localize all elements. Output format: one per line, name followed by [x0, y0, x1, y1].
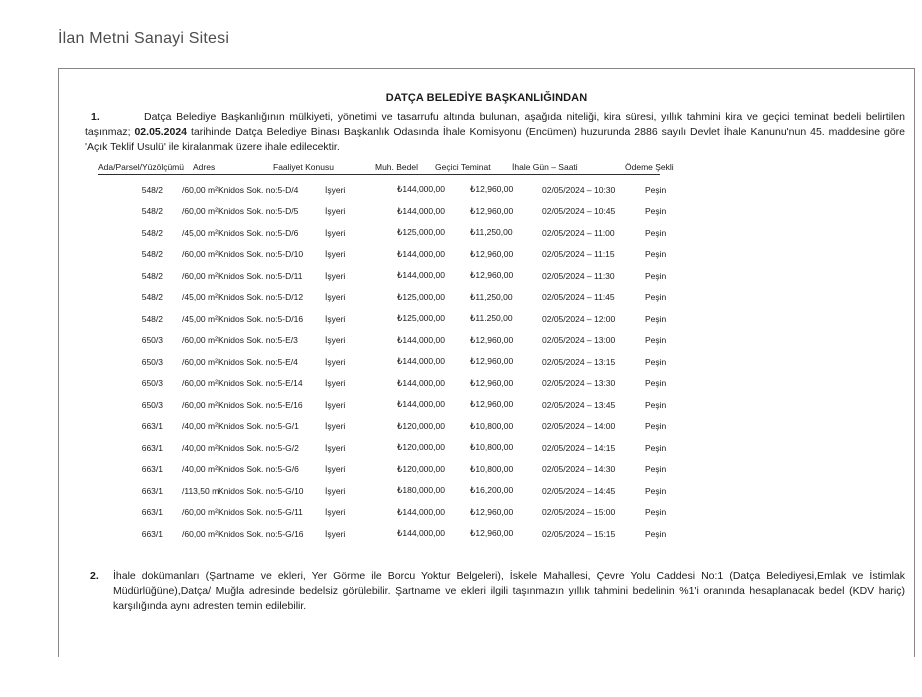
cell-parcel: 548/2 — [141, 184, 163, 195]
header-address: Adres — [193, 162, 216, 172]
table-row — [98, 287, 667, 309]
cell-price: ₺144,000,00 — [397, 528, 445, 539]
cell-payment: Peşin — [645, 399, 667, 410]
paragraph-1-bold-date: 02.05.2024 — [134, 126, 188, 138]
table-row — [98, 480, 667, 502]
cell-area: /45,00 m² — [182, 227, 218, 238]
table-row — [98, 179, 667, 201]
cell-activity: İşyeri — [325, 249, 346, 260]
paragraph-1-text: tarihinde Datça Belediye Binası Başkanlık Odasında İhale Komisyonu (Encümen) huzurunda 2886 sayılı Devlet İhale Kanunu'nun 45. maddesine göre 'Açık Teklif Usulü' ile kiralanmak üzere ihale edilecektir. — [85, 126, 905, 153]
cell-address: Knidos Sok. no:5-G/2 — [218, 442, 299, 453]
cell-area: /45,00 m² — [182, 292, 218, 303]
cell-datetime: 02/05/2024 – 10:30 — [542, 184, 616, 195]
cell-address: Knidos Sok. no:5-G/6 — [218, 464, 299, 475]
cell-datetime: 02/05/2024 – 11:15 — [542, 249, 615, 260]
cell-deposit: ₺11,250,00 — [470, 227, 513, 238]
cell-activity: İşyeri — [325, 184, 346, 195]
cell-parcel: 650/3 — [141, 356, 163, 367]
cell-parcel: 663/1 — [141, 421, 163, 432]
page-title: İlan Metni Sanayi Sitesi — [58, 30, 230, 47]
cell-price: ₺144,000,00 — [397, 184, 445, 195]
cell-datetime: 02/05/2024 – 14:45 — [542, 485, 616, 496]
table-row — [98, 502, 667, 524]
cell-parcel: 663/1 — [141, 464, 163, 475]
cell-datetime: 02/05/2024 – 13:15 — [542, 356, 616, 367]
cell-parcel: 650/3 — [141, 378, 163, 389]
paragraph-2 — [59, 569, 914, 614]
cell-price: ₺144,000,00 — [397, 506, 445, 517]
cell-price: ₺125,000,00 — [397, 291, 445, 302]
header-activity: Faaliyet Konusu — [273, 162, 334, 172]
cell-address: Knidos Sok. no:5-E/16 — [218, 399, 303, 410]
table-row — [98, 308, 667, 330]
cell-activity: İşyeri — [325, 528, 346, 539]
cell-parcel: 548/2 — [141, 292, 163, 303]
cell-activity: İşyeri — [325, 292, 346, 303]
cell-datetime: 02/05/2024 – 11:00 — [542, 227, 615, 238]
cell-datetime: 02/05/2024 – 12:00 — [542, 313, 616, 324]
cell-payment: Peşin — [645, 356, 667, 367]
cell-datetime: 02/05/2024 – 15:15 — [542, 528, 616, 539]
cell-price: ₺120,000,00 — [397, 420, 445, 431]
header-deposit: Geçici Teminat — [435, 162, 491, 172]
cell-datetime: 02/05/2024 – 14:00 — [542, 421, 616, 432]
table-row — [98, 523, 667, 545]
document-frame — [58, 68, 915, 657]
cell-address: Knidos Sok. no:5-G/1 — [218, 421, 299, 432]
cell-price: ₺180,000,00 — [397, 485, 445, 496]
cell-datetime: 02/05/2024 – 13:00 — [542, 335, 616, 346]
cell-deposit: ₺12,960,00 — [470, 205, 514, 216]
table-row — [98, 201, 667, 223]
cell-payment: Peşin — [645, 528, 667, 539]
cell-parcel: 548/2 — [141, 270, 163, 281]
cell-price: ₺144,000,00 — [397, 334, 445, 345]
cell-price: ₺144,000,00 — [397, 270, 445, 281]
cell-area: /60,00 m² — [182, 507, 218, 518]
cell-price: ₺144,000,00 — [397, 377, 445, 388]
cell-deposit: ₺10,800,00 — [470, 442, 514, 453]
table-row — [98, 394, 667, 416]
cell-area: /60,00 m² — [182, 249, 218, 260]
cell-address: Knidos Sok. no:5-G/16 — [218, 528, 304, 539]
cell-address: Knidos Sok. no:5-E/3 — [218, 335, 298, 346]
cell-deposit: ₺10,800,00 — [470, 420, 514, 431]
cell-payment: Peşin — [645, 292, 667, 303]
cell-parcel: 663/1 — [141, 442, 163, 453]
cell-activity: İşyeri — [325, 485, 346, 496]
cell-price: ₺144,000,00 — [397, 248, 445, 259]
paragraph-1-text: Datça Belediye Başkanlığının mülkiyeti, yönetimi ve tasarrufu altında bulunan, aşağıda niteliği, kira süresi, yıllık tahmini kira ve geçici teminat bedeli belirtilen taşınmaz; — [85, 111, 905, 138]
cell-deposit: ₺12,960,00 — [470, 184, 514, 195]
cell-parcel: 548/2 — [141, 227, 163, 238]
cell-activity: İşyeri — [325, 313, 346, 324]
cell-activity: İşyeri — [325, 507, 346, 518]
cell-datetime: 02/05/2024 – 11:45 — [542, 292, 615, 303]
cell-price: ₺144,000,00 — [397, 356, 445, 367]
cell-area: /60,00 m² — [182, 356, 218, 367]
cell-deposit: ₺12,960,00 — [470, 270, 514, 281]
tender-table — [98, 162, 674, 545]
cell-activity: İşyeri — [325, 442, 346, 453]
cell-datetime: 02/05/2024 – 11:30 — [542, 270, 615, 281]
cell-deposit: ₺16,200,00 — [470, 485, 514, 496]
cell-activity: İşyeri — [325, 378, 346, 389]
table-row — [98, 265, 667, 287]
cell-area: /60,00 m² — [182, 206, 218, 217]
cell-payment: Peşin — [645, 249, 667, 260]
cell-activity: İşyeri — [325, 227, 346, 238]
cell-datetime: 02/05/2024 – 15:00 — [542, 507, 616, 518]
cell-area: /60,00 m² — [182, 528, 218, 539]
cell-datetime: 02/05/2024 – 13:45 — [542, 399, 616, 410]
cell-deposit: ₺12,960,00 — [470, 334, 514, 345]
paragraph-2-number: 2. — [90, 569, 99, 582]
cell-deposit: ₺11.250,00 — [470, 313, 513, 324]
table-row — [98, 416, 667, 438]
cell-payment: Peşin — [645, 206, 667, 217]
cell-deposit: ₺10,800,00 — [470, 463, 514, 474]
cell-parcel: 548/2 — [141, 313, 163, 324]
cell-datetime: 02/05/2024 – 13:30 — [542, 378, 616, 389]
cell-payment: Peşin — [645, 442, 667, 453]
cell-payment: Peşin — [645, 335, 667, 346]
cell-area: /113,50 m — [182, 485, 220, 496]
cell-area: /60,00 m² — [182, 335, 218, 346]
cell-parcel: 663/1 — [141, 485, 163, 496]
cell-address: Knidos Sok. no:5-D/16 — [218, 313, 304, 324]
cell-area: /45,00 m² — [182, 313, 218, 324]
header-payment: Ödeme Şekli — [625, 162, 674, 172]
cell-payment: Peşin — [645, 507, 667, 518]
cell-area: /60,00 m² — [182, 399, 218, 410]
paragraph-1-number: 1. — [91, 111, 100, 123]
table-body — [98, 179, 667, 545]
header-datetime: İhale Gün – Saati — [512, 162, 578, 172]
table-row — [98, 373, 667, 395]
paragraph-2-text: İhale dokümanları (Şartname ve ekleri, Yer Görme ile Borcu Yoktur Belgeleri), İskele Mahallesi, Çevre Yolu Caddesi No:1 (Datça Belediyesi,Emlak ve İstimlak Müdürlüğüne),Datça/ Muğla adresinde bedelsiz görülebilir. Şartname ve ekleri ilgili taşınmazın yıllık tahmini bedelinin %1'i oranında hesaplanacak bedel (KDV hariç) karşılığında aynı adresten temin edilebilir. — [113, 569, 905, 612]
cell-datetime: 02/05/2024 – 14:30 — [542, 464, 616, 475]
cell-address: Knidos Sok. no:5-D/5 — [218, 206, 299, 217]
table-row — [98, 244, 667, 266]
cell-activity: İşyeri — [325, 356, 346, 367]
cell-activity: İşyeri — [325, 464, 346, 475]
table-row — [98, 459, 667, 481]
cell-address: Knidos Sok. no:5-E/4 — [218, 356, 298, 367]
cell-address: Knidos Sok. no:5-G/11 — [218, 507, 303, 518]
table-row — [98, 222, 667, 244]
cell-deposit: ₺12,960,00 — [470, 399, 514, 410]
cell-payment: Peşin — [645, 421, 667, 432]
document-heading: DATÇA BELEDİYE BAŞKANLIĞINDAN — [385, 92, 588, 104]
cell-deposit: ₺12,960,00 — [470, 528, 514, 539]
cell-price: ₺120,000,00 — [397, 442, 445, 453]
cell-parcel: 548/2 — [141, 206, 163, 217]
cell-datetime: 02/05/2024 – 10:45 — [542, 206, 616, 217]
cell-payment: Peşin — [645, 313, 667, 324]
cell-address: Knidos Sok. no:5-E/14 — [218, 378, 303, 389]
cell-deposit: ₺11,250,00 — [470, 291, 513, 302]
cell-payment: Peşin — [645, 270, 667, 281]
cell-area: /60,00 m² — [182, 184, 218, 195]
cell-address: Knidos Sok. no:5-D/10 — [218, 249, 304, 260]
cell-payment: Peşin — [645, 378, 667, 389]
cell-area: /60,00 m² — [182, 270, 218, 281]
cell-payment: Peşin — [645, 184, 667, 195]
cell-payment: Peşin — [645, 227, 667, 238]
cell-parcel: 663/1 — [141, 507, 163, 518]
cell-deposit: ₺12,960,00 — [470, 356, 514, 367]
cell-parcel: 548/2 — [141, 249, 163, 260]
cell-deposit: ₺12,960,00 — [470, 377, 514, 388]
cell-parcel: 650/3 — [141, 399, 163, 410]
cell-price: ₺144,000,00 — [397, 399, 445, 410]
cell-address: Knidos Sok. no:5-G/10 — [218, 485, 304, 496]
cell-payment: Peşin — [645, 464, 667, 475]
cell-price: ₺120,000,00 — [397, 463, 445, 474]
cell-price: ₺144,000,00 — [397, 205, 445, 216]
table-header-row — [98, 162, 674, 175]
cell-datetime: 02/05/2024 – 14:15 — [542, 442, 616, 453]
cell-area: /40,00 m² — [182, 421, 218, 432]
table-row — [98, 330, 667, 352]
header-price: Muh. Bedel — [375, 162, 418, 172]
cell-parcel: 650/3 — [141, 335, 163, 346]
cell-payment: Peşin — [645, 485, 667, 496]
cell-activity: İşyeri — [325, 421, 346, 432]
cell-deposit: ₺12,960,00 — [470, 248, 514, 259]
cell-deposit: ₺12,960,00 — [470, 506, 514, 517]
cell-activity: İşyeri — [325, 206, 346, 217]
cell-activity: İşyeri — [325, 399, 346, 410]
header-parcel: Ada/Parsel/Yüzölçümü — [98, 162, 184, 172]
cell-parcel: 663/1 — [141, 528, 163, 539]
cell-activity: İşyeri — [325, 270, 346, 281]
table-row — [98, 351, 667, 373]
cell-area: /40,00 m² — [182, 442, 218, 453]
paragraph-1 — [59, 110, 914, 155]
cell-activity: İşyeri — [325, 335, 346, 346]
cell-address: Knidos Sok. no:5-D/12 — [218, 292, 304, 303]
cell-area: /40,00 m² — [182, 464, 218, 475]
cell-area: /60,00 m² — [182, 378, 218, 389]
table-row — [98, 437, 667, 459]
cell-price: ₺125,000,00 — [397, 313, 445, 324]
cell-address: Knidos Sok. no:5-D/4 — [218, 184, 299, 195]
cell-address: Knidos Sok. no:5-D/11 — [218, 270, 303, 281]
cell-price: ₺125,000,00 — [397, 227, 445, 238]
cell-address: Knidos Sok. no:5-D/6 — [218, 227, 299, 238]
